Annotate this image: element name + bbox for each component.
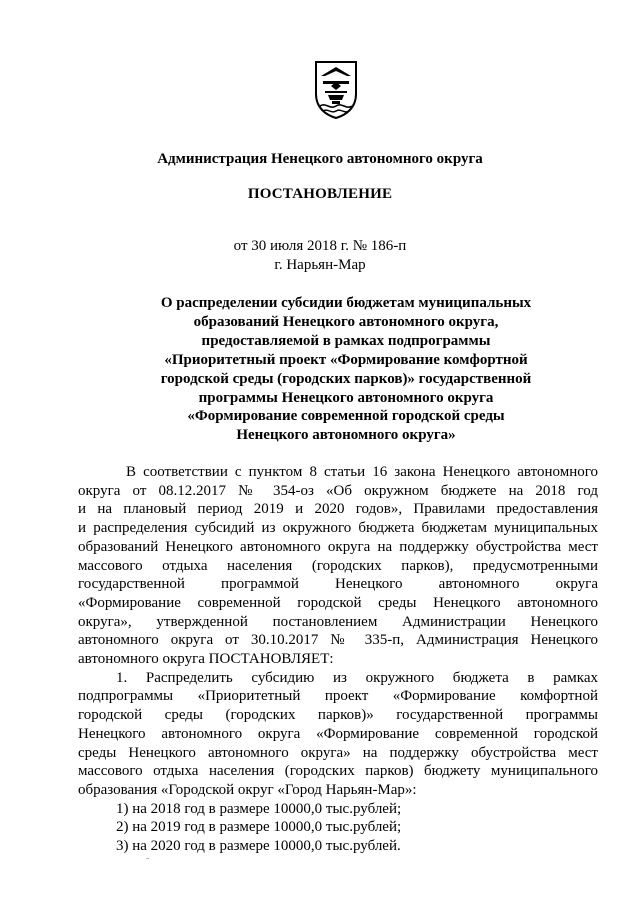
title-line: городской среды (городских парков)» государственной xyxy=(160,370,532,387)
body-line: округа», утвержденной постановлением Администрации Ненецкого xyxy=(78,613,598,630)
document-type: ПОСТАНОВЛЕНИЕ xyxy=(247,186,393,202)
body-line: Ненецкого автономного округа «Формирование современной городской xyxy=(78,725,598,742)
body-line: автономного округа ПОСТАНОВЛЯЕТ: xyxy=(78,651,334,668)
title-line: Ненецкого автономного округа» xyxy=(236,427,456,444)
document-body xyxy=(78,463,598,856)
body-line: городской среды (городских парков)» государственной программы xyxy=(78,707,598,724)
scan-mark xyxy=(146,858,149,859)
body-line: автономного округа от 30.10.2017 № 335-п, Администрация Ненецкого xyxy=(78,632,598,649)
list-item: 1) на 2018 год в размере 10000,0 тыс.рублей; xyxy=(116,800,402,817)
body-line: государственной программой Ненецкого автономного округа xyxy=(78,576,598,593)
list-item: 2) на 2019 год в размере 10000,0 тыс.рублей; xyxy=(116,819,402,836)
item-1-paragraph xyxy=(78,669,598,800)
body-line: 1. Распределить субсидию из окружного бюджета в рамках xyxy=(116,669,598,686)
title-line: образований Ненецкого автономного округа, xyxy=(193,313,499,330)
organization-name: Администрация Ненецкого автономного округа xyxy=(157,151,483,167)
title-line: О распределении субсидии бюджетам муниципальных xyxy=(160,295,532,311)
document-city: г. Нарьян-Мар xyxy=(274,257,366,273)
body-line: массового отдыха населения (городских парков) бюджету муниципального xyxy=(78,763,598,780)
title-line: «Формирование современной городской среды xyxy=(187,408,505,425)
document-date-number: от 30 июля 2018 г. № 186-п xyxy=(233,238,407,254)
document-title xyxy=(140,294,552,445)
body-line: и распределения субсидий из окружного бюджета бюджетам муниципальных xyxy=(78,520,598,537)
body-line: и на плановый период 2019 и 2020 годов», Правилами предоставления xyxy=(78,501,598,518)
body-line: массового отдыха населения (городских парков), предусмотренными xyxy=(78,557,598,574)
body-line: среды Ненецкого автономного округа» на поддержку обустройства мест xyxy=(78,744,598,761)
body-line: образования «Городской округ «Город Нарьян-Мар»: xyxy=(78,781,417,798)
title-line: предоставляемой в рамках подпрограммы xyxy=(201,332,491,349)
title-line: «Приоритетный проект «Формирование комфортной xyxy=(164,351,528,368)
sub-items-list xyxy=(78,800,598,856)
body-line: округа от 08.12.2017 № 354-оз «Об окружном бюджете на 2018 год xyxy=(78,482,598,499)
body-line: «Формирование современной городской среды Ненецкого автономного xyxy=(78,594,598,611)
title-line: программы Ненецкого автономного округа xyxy=(198,389,494,406)
body-line: В соответствии с пунктом 8 статьи 16 закона Ненецкого автономного xyxy=(126,464,598,480)
list-item: 3) на 2020 год в размере 10000,0 тыс.рублей. xyxy=(116,838,401,855)
preamble-paragraph xyxy=(78,463,598,669)
body-line: образований Ненецкого автономного округа на поддержку обустройства мест xyxy=(78,538,598,555)
coat-of-arms-emblem xyxy=(312,60,360,120)
body-line: подпрограммы «Приоритетный проект «Формирование комфортной xyxy=(78,688,598,705)
